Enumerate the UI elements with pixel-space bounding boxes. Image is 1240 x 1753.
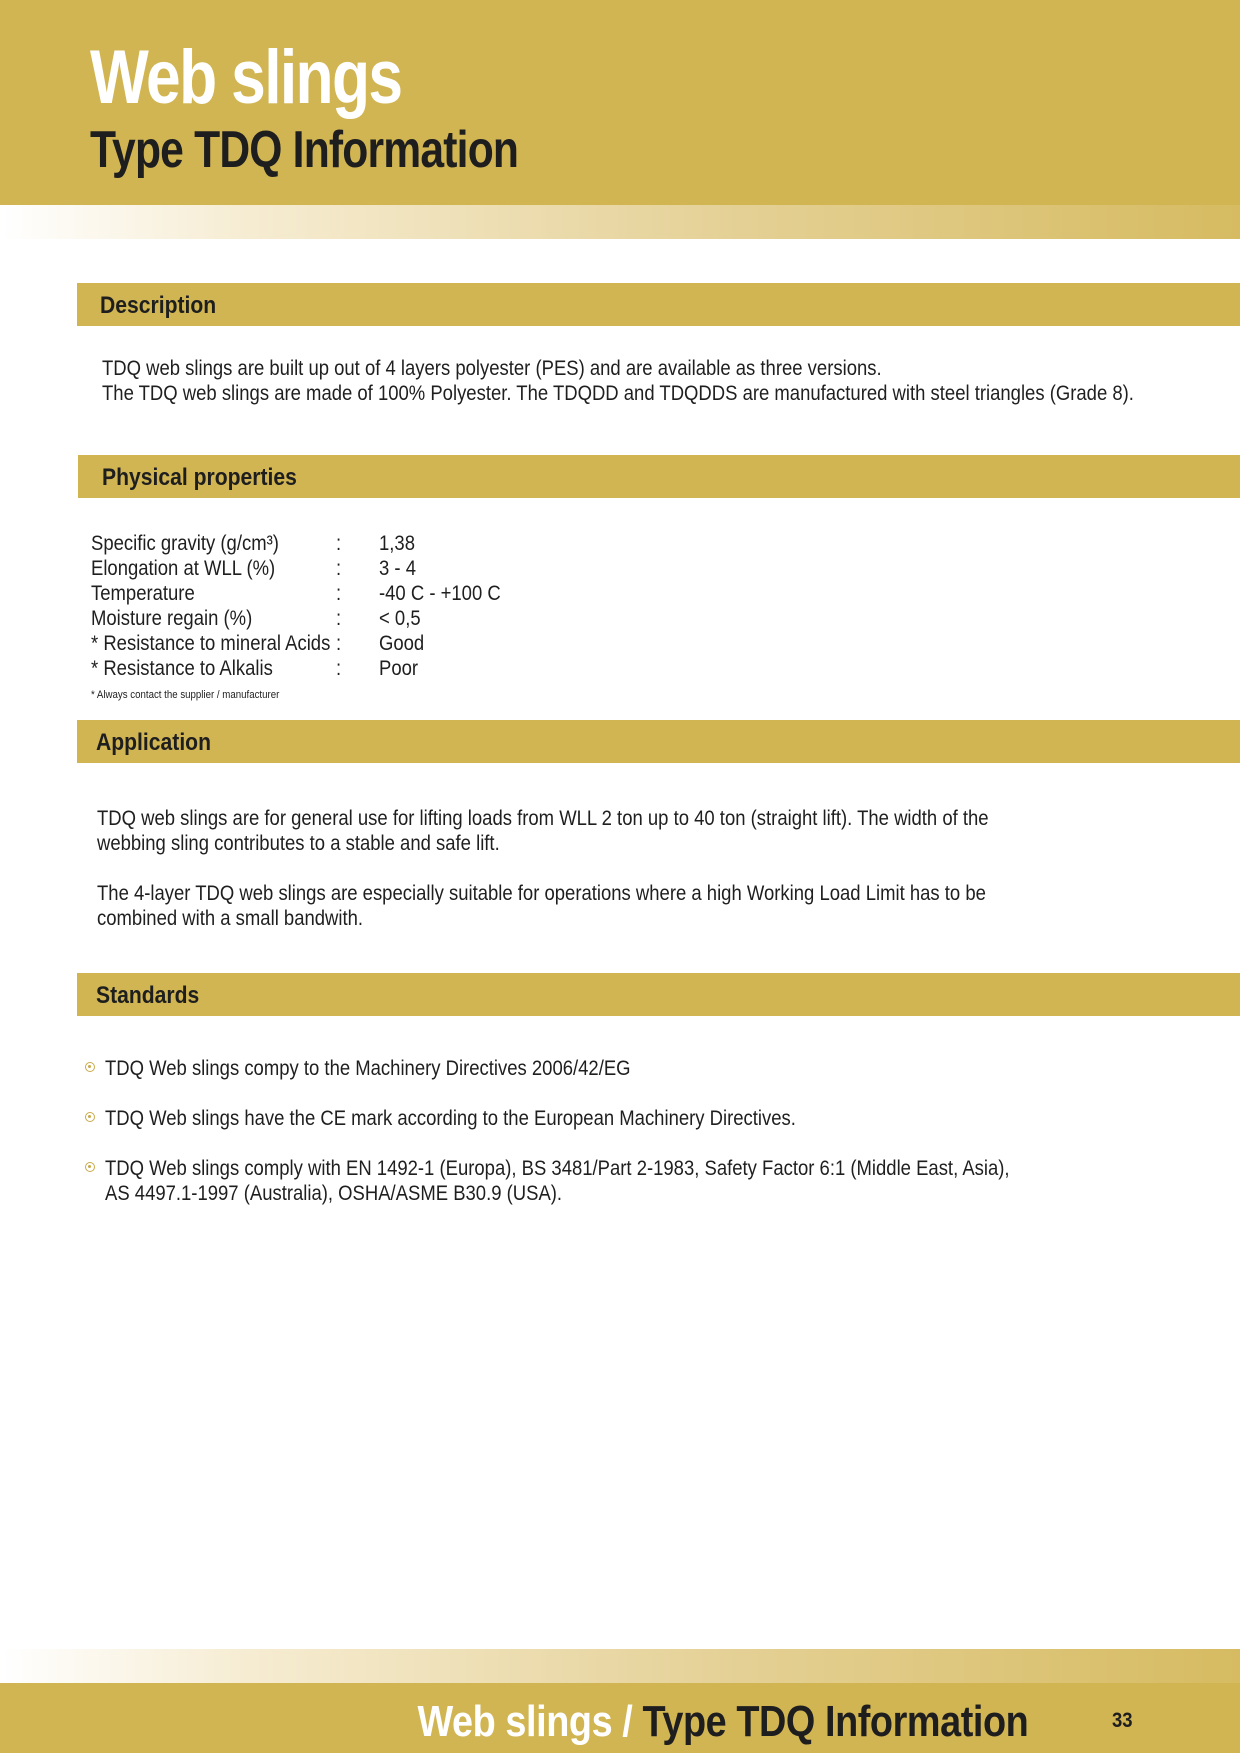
application-paragraph: The 4-layer TDQ web slings are especially suitable for operations where a high Working Load Limit has to be combined with a small bandwith. bbox=[97, 882, 986, 930]
bullet-icon bbox=[85, 1062, 95, 1072]
application-paragraph: TDQ web slings are for general use for lifting loads from WLL 2 ton up to 40 ton (straight lift). The width of the webbing sling contributes to a stable and safe lift. bbox=[97, 807, 989, 855]
property-label: Specific gravity (g/cm³) bbox=[91, 532, 279, 555]
footer-gradient-band bbox=[0, 1649, 1240, 1683]
section-header-description bbox=[77, 283, 1240, 326]
standard-text: TDQ Web slings have the CE mark according to the European Machinery Directives. bbox=[105, 1107, 796, 1130]
property-value: -40 C - +100 C bbox=[379, 582, 501, 605]
property-separator: : bbox=[336, 607, 342, 630]
section-heading: Standards bbox=[96, 982, 200, 1009]
section-heading: Application bbox=[96, 729, 211, 756]
description-line: The TDQ web slings are made of 100% Polyester. The TDQDD and TDQDDS are manufactured with steel triangles (Grade 8). bbox=[102, 382, 1134, 405]
property-separator: : bbox=[336, 557, 342, 580]
property-label: * Resistance to Alkalis bbox=[91, 657, 273, 680]
section-header-physical-properties bbox=[78, 455, 1240, 498]
page-subtitle: Type TDQ Information bbox=[90, 121, 519, 179]
footer-title bbox=[417, 1697, 1028, 1747]
standard-text: AS 4497.1-1997 (Australia), OSHA/ASME B30.9 (USA). bbox=[105, 1182, 563, 1205]
section-heading: Description bbox=[100, 292, 217, 319]
property-separator: : bbox=[336, 532, 342, 555]
page-footer bbox=[0, 1683, 1240, 1753]
property-label: Temperature bbox=[91, 582, 195, 605]
property-label: * Resistance to mineral Acids bbox=[91, 632, 331, 655]
property-label: Moisture regain (%) bbox=[91, 607, 253, 630]
section-header-standards bbox=[77, 973, 1240, 1016]
section-header-application bbox=[77, 720, 1240, 763]
standard-text: TDQ Web slings compy to the Machinery Directives 2006/42/EG bbox=[105, 1057, 631, 1080]
bullet-icon bbox=[85, 1162, 95, 1172]
page-header bbox=[0, 0, 1240, 205]
section-heading: Physical properties bbox=[102, 464, 297, 491]
property-value: Poor bbox=[379, 657, 419, 680]
description-line: TDQ web slings are built up out of 4 layers polyester (PES) and are available as three versions. bbox=[102, 357, 882, 380]
footnote: * Always contact the supplier / manufacturer bbox=[91, 689, 280, 701]
property-value: 3 - 4 bbox=[379, 557, 416, 580]
footer-title-part1: Web slings / bbox=[417, 1697, 643, 1746]
bullet-icon bbox=[85, 1112, 95, 1122]
standard-text: TDQ Web slings comply with EN 1492-1 (Europa), BS 3481/Part 2-1983, Safety Factor 6:1 (Middle East, Asia), bbox=[105, 1157, 1010, 1180]
page-number: 33 bbox=[1112, 1709, 1133, 1732]
property-separator: : bbox=[336, 582, 342, 605]
application-text bbox=[97, 806, 1012, 931]
property-value: Good bbox=[379, 632, 425, 655]
property-separator: : bbox=[336, 657, 342, 680]
property-separator: : bbox=[336, 632, 342, 655]
property-value: 1,38 bbox=[379, 532, 415, 555]
description-text bbox=[102, 356, 1158, 406]
footer-title-part2: Type TDQ Information bbox=[642, 1697, 1028, 1746]
property-value: < 0,5 bbox=[379, 607, 421, 630]
property-label: Elongation at WLL (%) bbox=[91, 557, 276, 580]
header-gradient-band bbox=[0, 205, 1240, 239]
page-title: Web slings bbox=[90, 35, 402, 120]
